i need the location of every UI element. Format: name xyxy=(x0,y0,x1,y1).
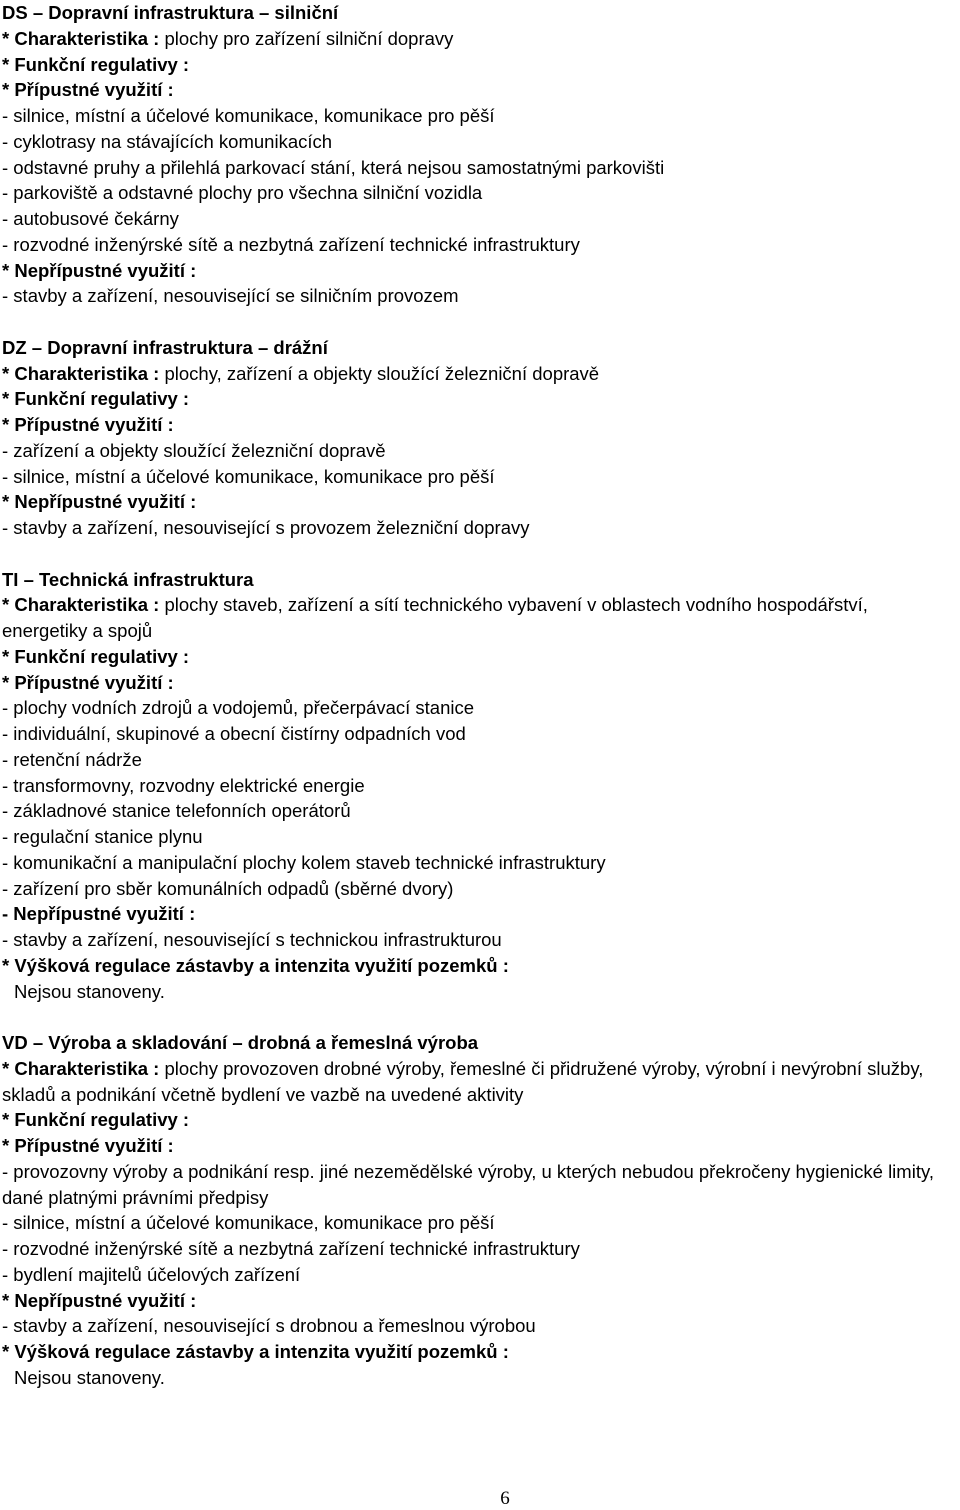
characteristics xyxy=(2,26,958,52)
functional-regulations-label: * Funkční regulativy : xyxy=(2,1109,190,1131)
characteristics xyxy=(2,1056,958,1108)
characteristics-text: plochy, zařízení a objekty sloužící železniční dopravě xyxy=(159,362,600,384)
list-item: - plochy vodních zdrojů a vodojemů, přečerpávací stanice xyxy=(2,697,475,719)
characteristics-label: * Charakteristika : xyxy=(2,594,160,616)
list-item: - zařízení pro sběr komunálních odpadů (sběrné dvory) xyxy=(2,877,454,899)
list-item: - provozovny výroby a podnikání resp. jiné nezemědělské výroby, u kterých nebudou překročeny hygienické limity, dané platnými právními předpisy xyxy=(2,1160,934,1208)
characteristics-text: plochy provozoven drobné výroby, řemeslné či přidružené výroby, výrobní i nevýrobní služby, skladů a podnikání včetně bydlení ve vazbě na uvedené aktivity xyxy=(2,1057,924,1105)
section-heading: DZ – Dopravní infrastruktura – drážní xyxy=(2,336,328,358)
list-item: - stavby a zařízení, nesouvisející s drobnou a řemeslnou výrobou xyxy=(2,1315,536,1337)
list-item: - transformovny, rozvodny elektrické energie xyxy=(2,774,365,796)
functional-regulations-label: * Funkční regulativy : xyxy=(2,645,190,667)
characteristics xyxy=(2,592,958,644)
list-item: - silnice, místní a účelové komunikace, komunikace pro pěší xyxy=(2,465,495,487)
section-ti xyxy=(2,567,958,1005)
characteristics-label: * Charakteristika : xyxy=(2,27,160,49)
list-item: - komunikační a manipulační plochy kolem staveb technické infrastruktury xyxy=(2,851,606,873)
section-ds xyxy=(2,0,958,309)
section-heading: VD – Výroba a skladování – drobná a řemeslná výroba xyxy=(2,1032,479,1053)
height-regulation-text: Nejsou stanoveny. xyxy=(14,1366,165,1388)
height-regulation-text: Nejsou stanoveny. xyxy=(14,980,165,1002)
section-heading: TI – Technická infrastruktura xyxy=(2,568,254,590)
list-item: - stavby a zařízení, nesouvisející se silničním provozem xyxy=(2,285,459,307)
height-regulation-label: * Výšková regulace zástavby a intenzita využití pozemků : xyxy=(2,954,509,976)
list-item: - parkoviště a odstavné plochy pro všechna silniční vozidla xyxy=(2,182,483,204)
list-item: - stavby a zařízení, nesouvisející s technickou infrastrukturou xyxy=(2,929,502,950)
permitted-use-label: * Přípustné využití : xyxy=(2,414,174,435)
permitted-use-label: * Přípustné využití : xyxy=(2,671,174,693)
permitted-use-label: * Přípustné využití : xyxy=(2,1135,174,1156)
forbidden-use-label: * Nepřípustné využití : xyxy=(2,1289,197,1311)
spacer xyxy=(2,1004,958,1030)
characteristics-text: plochy staveb, zařízení a sítí technického vybavení v oblastech vodního hospodářství, energetiky a spojů xyxy=(2,594,868,641)
list-item: - regulační stanice plynu xyxy=(2,826,203,847)
section-vd xyxy=(2,1030,958,1391)
spacer xyxy=(2,541,958,567)
list-item: - cyklotrasy na stávajících komunikacích xyxy=(2,130,333,152)
characteristics-label: * Charakteristika : xyxy=(2,362,160,384)
characteristics xyxy=(2,361,958,387)
list-item: - individuální, skupinové a obecní čistírny odpadních vod xyxy=(2,723,466,744)
spacer xyxy=(2,309,958,335)
characteristics-text: plochy pro zařízení silniční dopravy xyxy=(159,27,454,49)
permitted-use-label: * Přípustné využití : xyxy=(2,79,174,101)
list-item: - zařízení a objekty sloužící železniční dopravě xyxy=(2,439,386,461)
forbidden-use-label: - Nepřípustné využití : xyxy=(2,903,196,925)
document-body xyxy=(2,0,958,1391)
list-item: - rozvodné inženýrské sítě a nezbytná zařízení technické infrastruktury xyxy=(2,1238,580,1259)
characteristics-label: * Charakteristika : xyxy=(2,1057,160,1079)
section-heading: DS – Dopravní infrastruktura – silniční xyxy=(2,2,339,23)
forbidden-use-label: * Nepřípustné využití : xyxy=(2,491,197,513)
list-item: - silnice, místní a účelové komunikace, komunikace pro pěší xyxy=(2,105,495,126)
list-item: - autobusové čekárny xyxy=(2,208,179,229)
functional-regulations-label: * Funkční regulativy : xyxy=(2,53,190,75)
list-item: - rozvodné inženýrské sítě a nezbytná zařízení technické infrastruktury xyxy=(2,233,580,255)
list-item: - základnové stanice telefonních operátorů xyxy=(2,800,351,822)
list-item: - stavby a zařízení, nesouvisející s provozem železniční dopravy xyxy=(2,517,530,538)
page-number: 6 xyxy=(500,1488,510,1509)
forbidden-use-label: * Nepřípustné využití : xyxy=(2,259,197,281)
list-item: - retenční nádrže xyxy=(2,748,142,770)
list-item: - bydlení majitelů účelových zařízení xyxy=(2,1263,301,1285)
list-item: - silnice, místní a účelové komunikace, komunikace pro pěší xyxy=(2,1212,495,1234)
functional-regulations-label: * Funkční regulativy : xyxy=(2,388,190,410)
list-item: - odstavné pruhy a přilehlá parkovací stání, která nejsou samostatnými parkovišti xyxy=(2,156,665,178)
height-regulation-label: * Výšková regulace zástavby a intenzita využití pozemků : xyxy=(2,1341,509,1362)
section-dz xyxy=(2,335,958,541)
